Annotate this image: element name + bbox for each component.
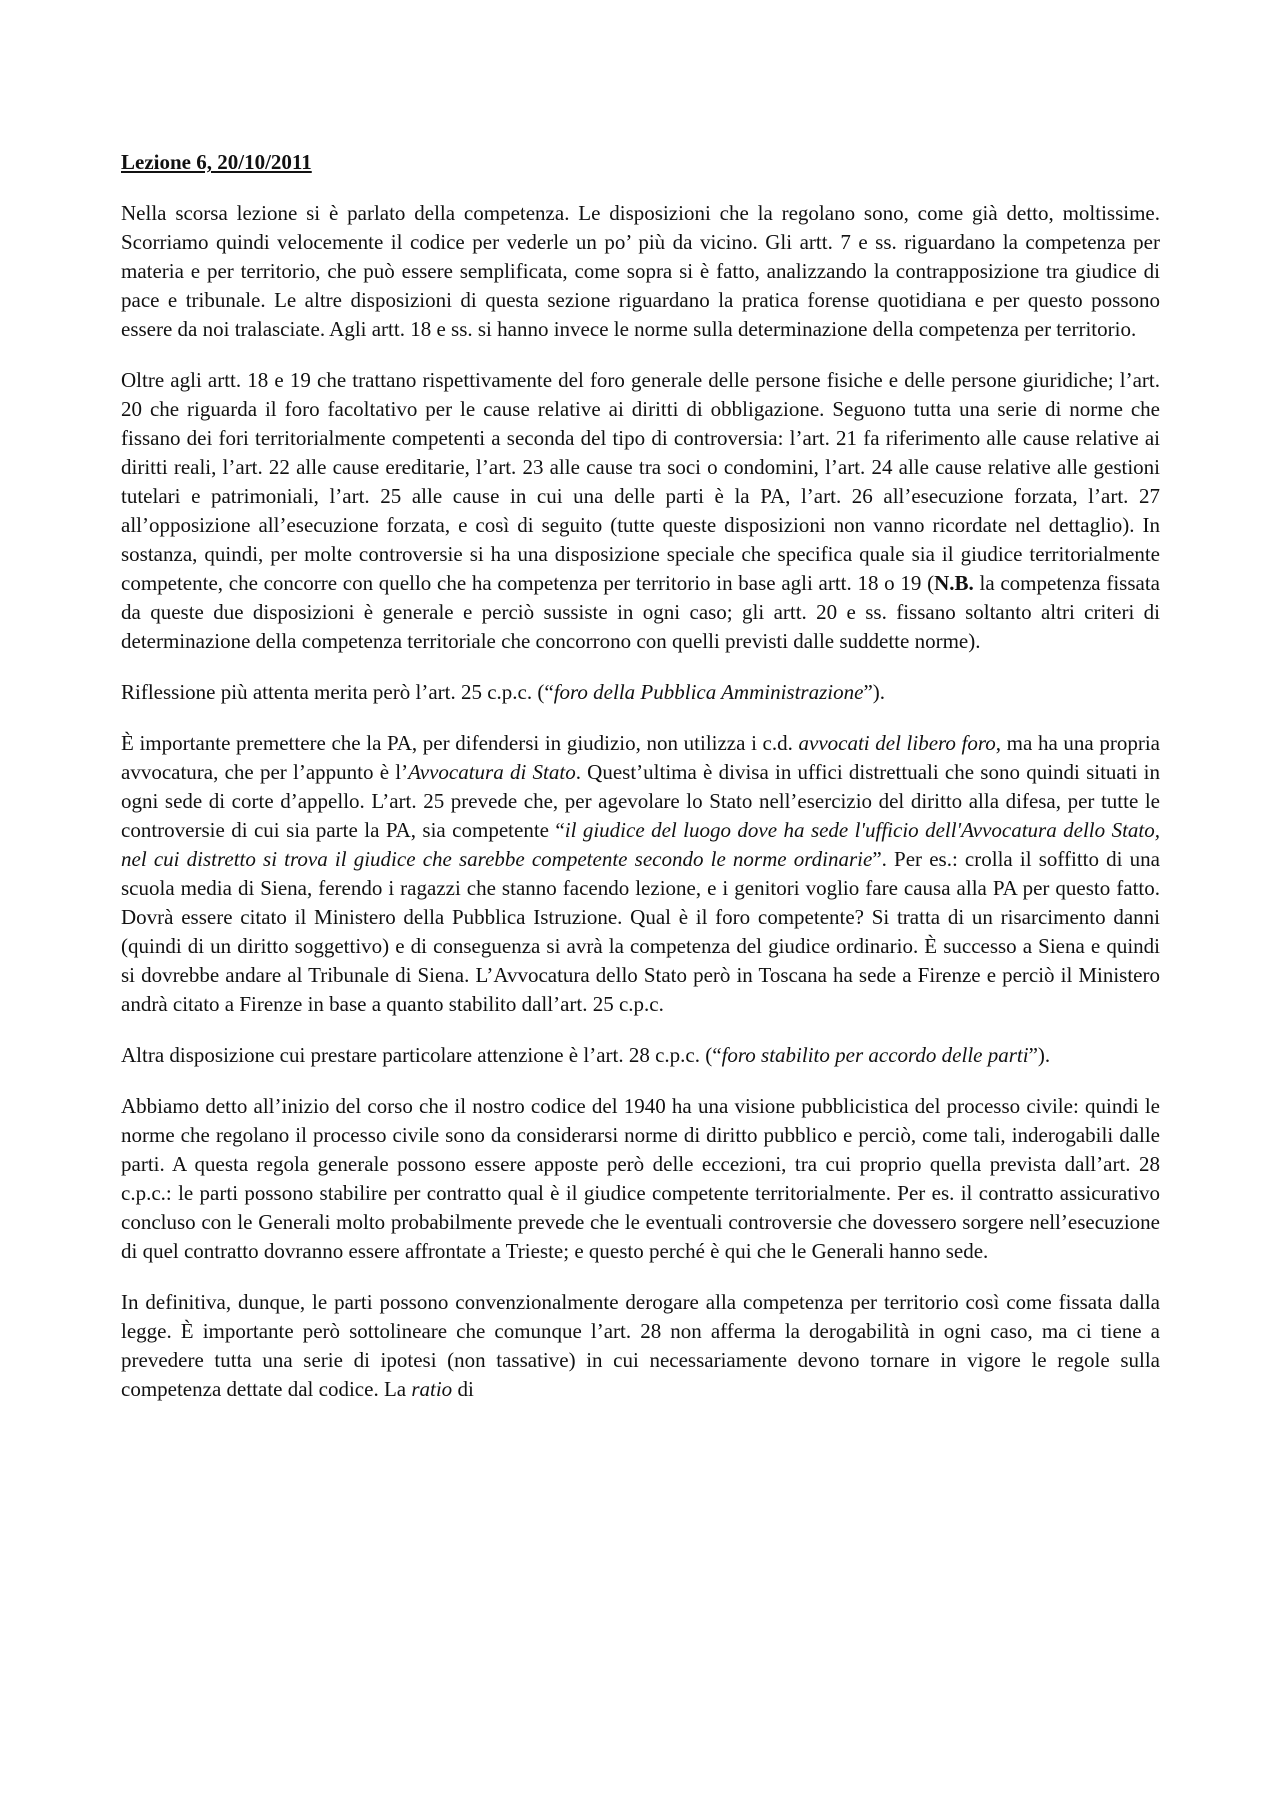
- text-run: ”. Per es.: crolla il soffitto di una scuola media di Siena, ferendo i ragazzi che stanno facendo lezione, e i genitori voglio fare causa alla PA per questo fatto. Dovrà essere citato il Ministero della Pubblica Istruzione. Qual è il foro competente? Si tratta di un risarcimento danni (quindi di un diritto soggettivo) e di conseguenza si avrà la competenza del giudice ordinario. È successo a Siena e quindi si dovrebbe andare al Tribunale di Siena. L’Avvocatura dello Stato però in Toscana ha sede a Firenze e perciò il Ministero andrà citato a Firenze in base a quanto stabilito dall’art. 25 c.p.c.: [121, 847, 1160, 1016]
- document-body: [121, 199, 1160, 1404]
- text-run: È importante premettere che la PA, per difendersi in giudizio, non utilizza i c.d.: [121, 731, 799, 755]
- paragraph: [121, 729, 1160, 1019]
- italic-text: avvocati del libero foro: [798, 731, 996, 755]
- text-run: Nella scorsa lezione si è parlato della competenza. Le disposizioni che la regolano sono, come già detto, moltissime. Scorriamo quindi velocemente il codice per vederle un po’ più da vicino. Gli artt. 7 e ss. riguardano la competenza per materia e per territorio, che può essere semplificata, come sopra si è fatto, analizzando la contrapposizione tra giudice di pace e tribunale. Le altre disposizioni di questa sezione riguardano la pratica forense quotidiana e per questo possono essere da noi tralasciate. Agli artt. 18 e ss. si hanno invece le norme sulla determinazione della competenza per territorio.: [121, 201, 1160, 341]
- paragraph: [121, 678, 1160, 707]
- paragraph: [121, 366, 1160, 656]
- text-run: la competenza fissata da queste due disposizioni è generale e perciò sussiste in ogni caso; gli artt. 20 e ss. fissano soltanto altri criteri di determinazione della competenza territoriale che concorrono con quelli previsti dalle suddette norme).: [121, 571, 1160, 653]
- lesson-title: Lezione 6, 20/10/2011: [121, 150, 312, 174]
- italic-text: foro della Pubblica Amministrazione: [553, 680, 864, 704]
- text-run: Altra disposizione cui prestare particolare attenzione è l’art. 28 c.p.c. (“: [121, 1043, 722, 1067]
- text-run: Riflessione più attenta merita però l’art. 25 c.p.c. (“: [121, 680, 554, 704]
- paragraph: [121, 199, 1160, 344]
- paragraph: [121, 1288, 1160, 1404]
- text-run: In definitiva, dunque, le parti possono convenzionalmente derogare alla competenza per territorio così come fissata dalla legge. È importante però sottolineare che comunque l’art. 28 non afferma la derogabilità in ogni caso, ma ci tiene a prevedere tutta una serie di ipotesi (non tassative) in cui necessariamente devono tornare in vigore le regole sulla competenza dettate dal codice. La: [121, 1290, 1160, 1401]
- text-run: Oltre agli artt. 18 e 19 che trattano rispettivamente del foro generale delle persone fisiche e delle persone giuridiche; l’art. 20 che riguarda il foro facoltativo per le cause relative ai diritti di obbligazione. Seguono tutta una serie di norme che fissano dei fori territorialmente competenti a seconda del tipo di controversia: l’art. 21 fa riferimento alle cause relative ai diritti reali, l’art. 22 alle cause ereditarie, l’art. 23 alle cause tra soci o condomini, l’art. 24 alle cause relative alle gestioni tutelari e patrimoniali, l’art. 25 alle cause in cui una delle parti è la PA, l’art. 26 all’esecuzione forzata, l’art. 27 all’opposizione all’esecuzione forzata, e così di seguito (tutte queste disposizioni non vanno ricordate nel dettaglio). In sostanza, quindi, per molte controversie si ha una disposizione speciale che specifica quale sia il giudice territorialmente competente, che concorre con quello che ha competenza per territorio in base agli artt. 18 o 19 (: [121, 368, 1160, 595]
- italic-text: il giudice del luogo dove ha sede l'ufficio dell'Avvocatura dello Stato, nel cui distretto si trova il giudice che sarebbe competente secondo le norme ordinarie: [121, 818, 1160, 871]
- text-run: ”).: [863, 680, 886, 704]
- paragraph: [121, 1092, 1160, 1266]
- italic-text: foro stabilito per accordo delle parti: [721, 1043, 1029, 1067]
- italic-text: ratio: [411, 1377, 453, 1401]
- text-run: Abbiamo detto all’inizio del corso che il nostro codice del 1940 ha una visione pubblicistica del processo civile: quindi le norme che regolano il processo civile sono da considerarsi norme di diritto pubblico e perciò, come tali, inderogabili dalle parti. A questa regola generale possono essere apposte però delle eccezioni, tra cui proprio quella prevista dall’art. 28 c.p.c.: le parti possono stabilire per contratto qual è il giudice competente territorialmente. Per es. il contratto assicurativo concluso con le Generali molto probabilmente prevede che le eventuali controversie che dovessero sorgere nell’esecuzione di quel contratto dovranno essere affrontate a Trieste; e questo perché è qui che le Generali hanno sede.: [121, 1094, 1160, 1263]
- bold-text: N.B.: [934, 571, 974, 595]
- text-run: . Quest’ultima è divisa in uffici distrettuali che sono quindi situati in ogni sede di corte d’appello. L’art. 25 prevede che, per agevolare lo Stato nell’esercizio del diritto alla difesa, per tutte le controversie di cui sia parte la PA, sia competente “: [121, 760, 1160, 842]
- text-run: , ma ha una propria avvocatura, che per l’appunto è l’: [121, 731, 1161, 784]
- paragraph: [121, 1041, 1160, 1070]
- italic-text: Avvocatura di Stato: [408, 760, 576, 784]
- text-run: di: [452, 1377, 474, 1401]
- text-run: ”).: [1028, 1043, 1051, 1067]
- document-page: [121, 148, 1160, 1426]
